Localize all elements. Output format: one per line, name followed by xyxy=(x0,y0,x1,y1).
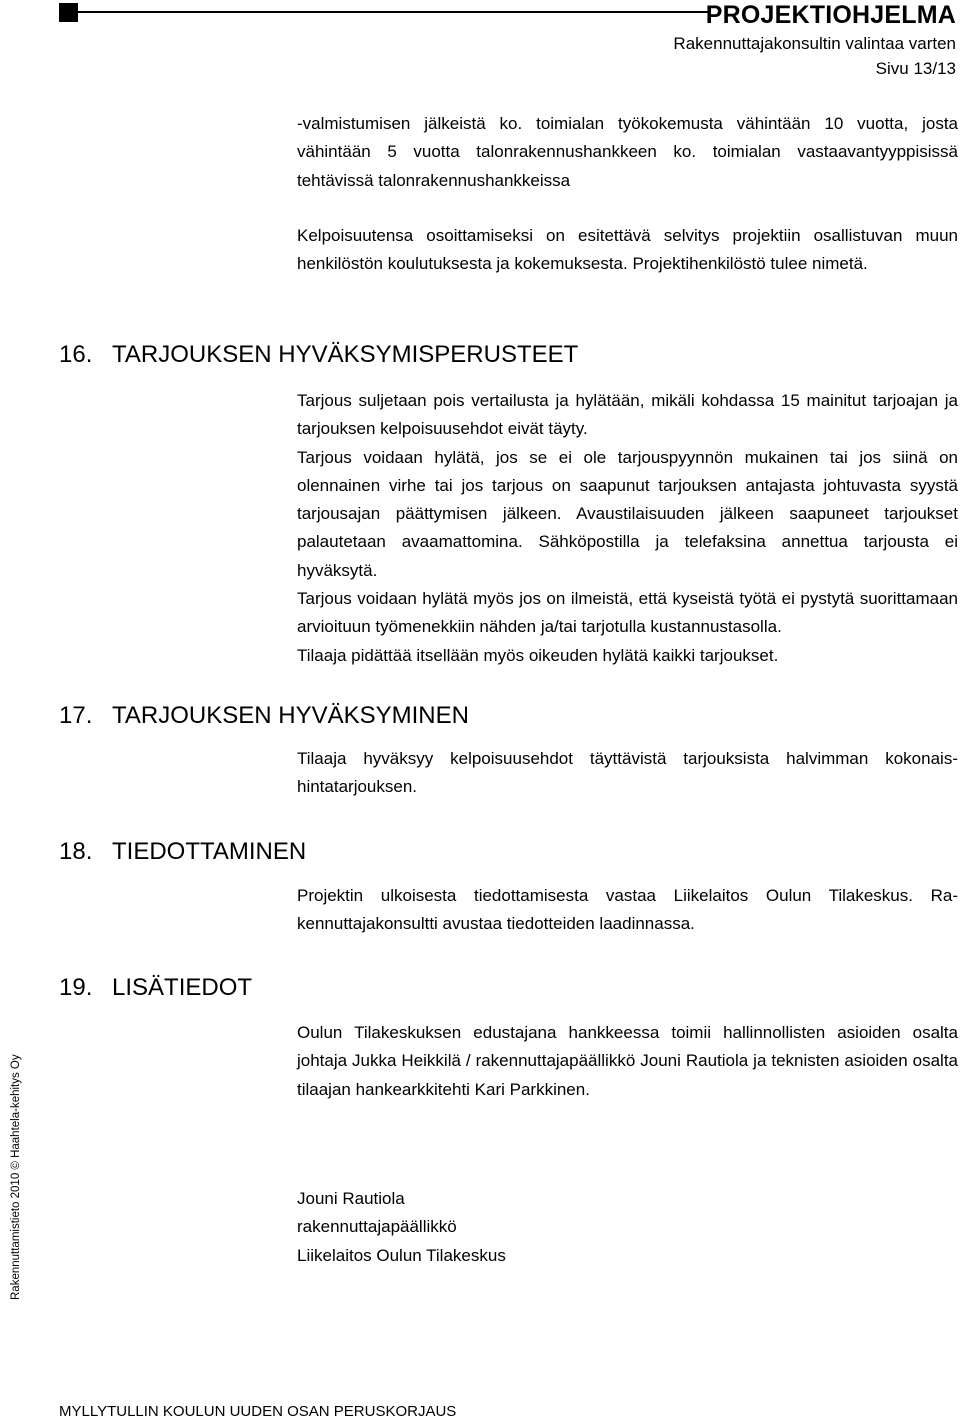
section-number: 17. xyxy=(59,702,93,729)
section-body-18 xyxy=(297,882,958,939)
document-subtitle: Rakennuttajakonsultin valintaa varten xyxy=(673,34,956,53)
intro-line: -valmistumisen jälkeistä ko. toimialan työkokemusta vähintään 10 vuotta, josta xyxy=(297,114,958,133)
paragraph-text: Tilaaja pidättää itsellään myös oikeuden hylätä kaikki tarjoukset. xyxy=(297,645,779,665)
signer-organization: Liikelaitos Oulun Tilakeskus xyxy=(297,1245,506,1265)
section-heading-18 xyxy=(59,838,306,866)
section-title: TARJOUKSEN HYVÄKSYMISPERUSTEET xyxy=(112,341,579,368)
section-number: 19. xyxy=(59,974,93,1001)
paragraph-text: Tilaaja hyväksyy kelpoisuusehdot täyttävistä tarjouksista halvimman kokonaishintatarjouksen. xyxy=(297,749,958,797)
paragraph-text: Oulun Tilakeskuksen edustajana hankkeessa toimii hallinnollisten asioiden osalta johtaja Jukka Heikkilä / rakennuttajapäällikkö Jouni Rautiola ja teknisten asioiden osalta tilaajan hankearkkitehti Kari Parkkinen. xyxy=(297,1023,958,1099)
section-title: TIEDOTTAMINEN xyxy=(112,838,307,865)
paragraph-text: Tarjous voidaan hylätä, jos se ei ole tarjouspyynnön mukainen tai jos siinä on olennainen virhe tai jos tarjous on saapunut tarjouksen antajasta johtuvasta syystä tarjousajan päättymisen jälkeen. Avaustilaisuuden jälkeen saapuneet tarjoukset palautetaan avaamattomina. Sähköpostilla ja telefaksina annettua tarjousta ei hyväksytä. xyxy=(297,447,958,580)
intro-requirements xyxy=(297,110,958,195)
signer-role: rakennuttajapäällikkö xyxy=(297,1217,457,1237)
section-body-19 xyxy=(297,1019,958,1104)
header-marker xyxy=(59,3,78,22)
header-rule xyxy=(78,11,710,13)
paragraph-text: Tarjous suljetaan pois vertailusta ja hylätään, mikäli kohdassa 15 mainitut tarjoajan ja tarjouksen kelpoisuusehdot eivät täyty. xyxy=(297,391,958,439)
section-title: TARJOUKSEN HYVÄKSYMINEN xyxy=(112,702,469,729)
section-body-16 xyxy=(297,387,958,670)
section-body-17 xyxy=(297,745,958,802)
intro-line: vähintään 5 vuotta talonrakennushankkeen ko. toimialan vastaavantyyppisissä xyxy=(297,142,958,162)
signature-block xyxy=(297,1185,506,1270)
intro-paragraph xyxy=(297,222,958,279)
section-number: 16. xyxy=(59,341,93,368)
footer-project-name: MYLLYTULLIN KOULUN UUDEN OSAN PERUSKORJAUS xyxy=(59,1403,457,1420)
paragraph-text: Projektin ulkoisesta tiedottamisesta vastaa Liikelaitos Oulun Tilakeskus. Rakennuttajakonsultti avustaa tiedotteiden laadinnassa. xyxy=(297,886,958,934)
intro-line: tehtävissä talonrakennushankkeissa xyxy=(297,170,571,190)
copyright-side-text: Rakennuttamistieto 2010 © Haahtela-kehitys Oy xyxy=(10,1054,22,1300)
section-heading-17 xyxy=(59,702,469,730)
section-heading-16 xyxy=(59,341,578,369)
signer-name: Jouni Rautiola xyxy=(297,1189,405,1208)
document-title: PROJEKTIOHJELMA xyxy=(705,1,956,29)
section-number: 18. xyxy=(59,838,93,865)
section-title: LISÄTIEDOT xyxy=(112,974,253,1001)
paragraph-text: Kelpoisuutensa osoittamiseksi on esitettävä selvitys projektiin osallistuvan muun henkilöstön koulutuksesta ja kokemuksesta. Projektihenkilöstö tulee nimetä. xyxy=(297,226,958,274)
paragraph-text: Tarjous voidaan hylätä myös jos on ilmeistä, että kyseistä työtä ei pystytä suorittamaan arvioituun työmenekkiin nähden ja/tai tarjotulla kustannustasolla. xyxy=(297,589,958,637)
page-number: Sivu 13/13 xyxy=(875,59,956,78)
section-heading-19 xyxy=(59,974,252,1002)
